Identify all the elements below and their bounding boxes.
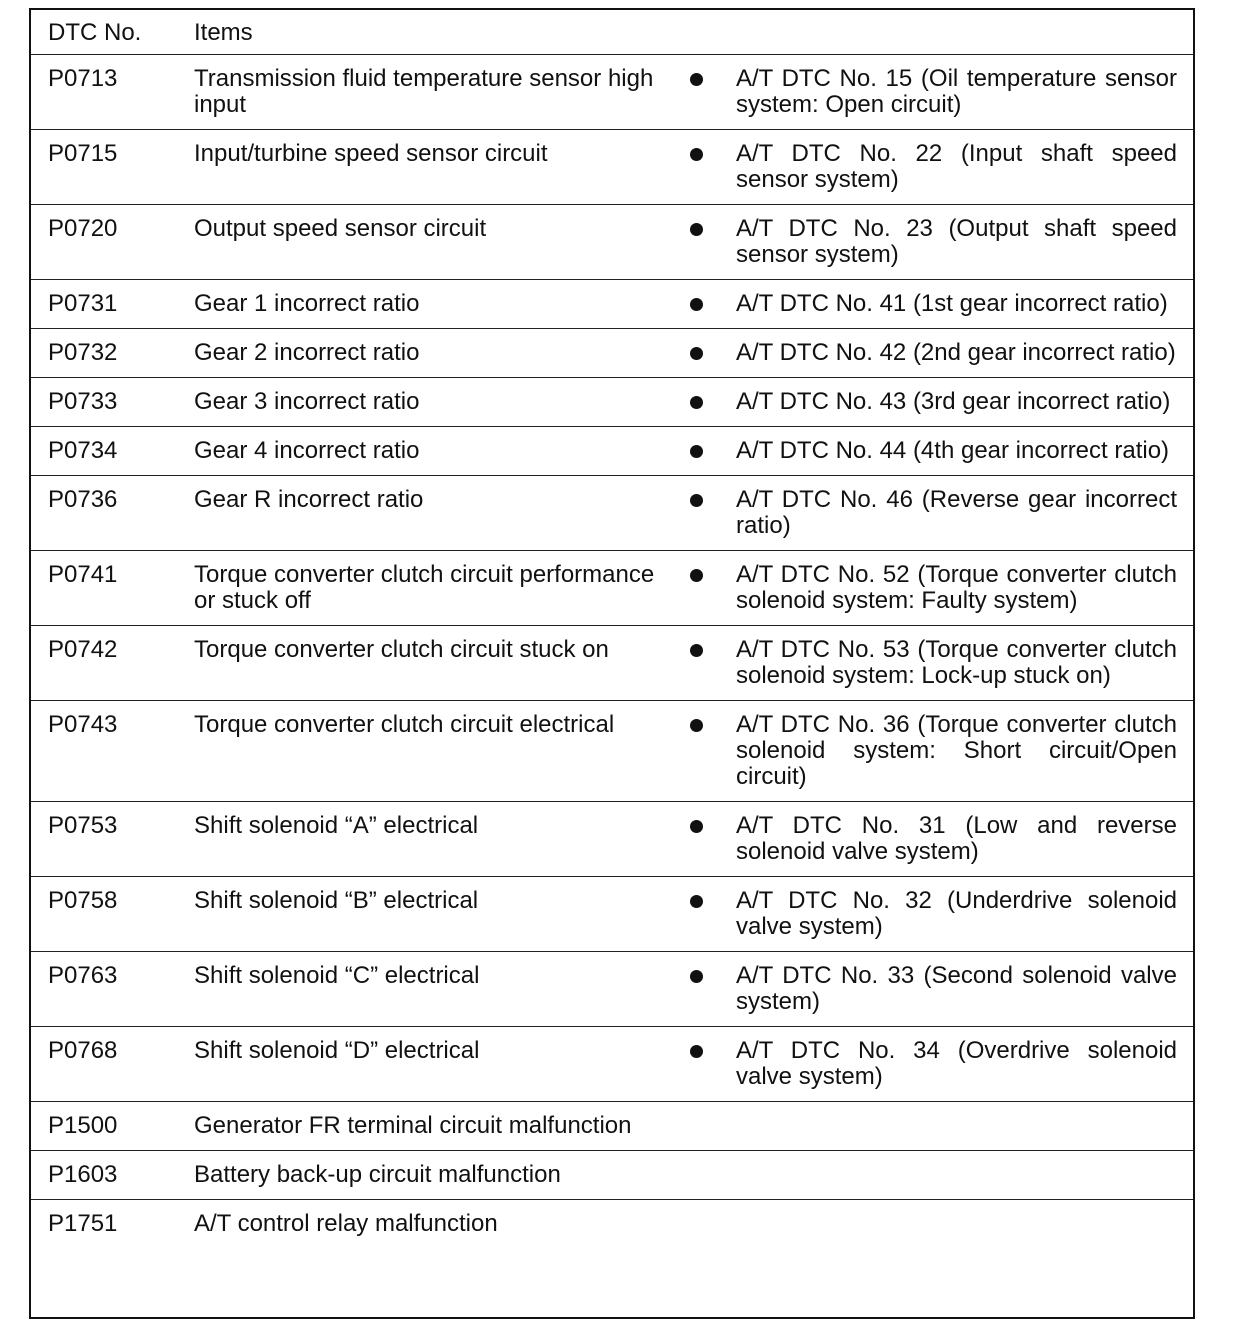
dtc-code: P1500 — [48, 1112, 118, 1139]
header-dtc-no: DTC No. — [48, 19, 142, 46]
bullet-icon — [690, 569, 703, 582]
dtc-item: Gear R incorrect ratio — [194, 486, 424, 513]
table-row — [31, 427, 1193, 476]
dtc-code: P1603 — [48, 1161, 118, 1188]
table-row — [31, 130, 1193, 205]
dtc-code: P0768 — [48, 1037, 118, 1064]
dtc-note: A/T DTC No. 33 (Second solenoid valve system) — [736, 962, 1177, 1015]
dtc-item: Gear 4 incorrect ratio — [194, 437, 420, 464]
table-row — [31, 476, 1193, 551]
bullet — [656, 55, 736, 130]
dtc-item: Input/turbine speed sensor circuit — [194, 140, 548, 167]
bullet-icon — [690, 396, 703, 409]
dtc-code: P0763 — [48, 962, 118, 989]
dtc-code: P0734 — [48, 437, 118, 464]
dtc-code: P0720 — [48, 215, 118, 242]
bullet — [656, 378, 736, 427]
dtc-note: A/T DTC No. 15 (Oil temperature sensor system: Open circuit) — [736, 65, 1177, 118]
dtc-code: P0713 — [48, 65, 118, 92]
table-row — [31, 1027, 1193, 1102]
dtc-note: A/T DTC No. 53 (Torque converter clutch solenoid system: Lock-up stuck on) — [736, 636, 1177, 689]
dtc-note: A/T DTC No. 22 (Input shaft speed sensor system) — [736, 140, 1177, 193]
dtc-item: Output speed sensor circuit — [194, 215, 487, 242]
dtc-item: Gear 1 incorrect ratio — [194, 290, 420, 317]
table-row — [31, 1151, 1193, 1200]
bullet — [656, 551, 736, 626]
dtc-note: A/T DTC No. 43 (3rd gear incorrect ratio) — [736, 388, 1171, 415]
dtc-code: P0758 — [48, 887, 118, 914]
bullet-icon — [690, 73, 703, 86]
dtc-note: A/T DTC No. 34 (Overdrive solenoid valve system) — [736, 1037, 1177, 1090]
dtc-table-frame — [29, 8, 1195, 1319]
dtc-code: P1751 — [48, 1210, 118, 1237]
bullet-icon — [690, 148, 703, 161]
dtc-note: A/T DTC No. 23 (Output shaft speed sensor system) — [736, 215, 1177, 268]
table-row — [31, 877, 1193, 952]
dtc-code: P0753 — [48, 812, 118, 839]
table-header-row — [31, 10, 1193, 55]
dtc-note: A/T DTC No. 32 (Underdrive solenoid valve system) — [736, 887, 1177, 940]
bullet-icon — [690, 970, 703, 983]
dtc-code: P0731 — [48, 290, 118, 317]
table-row — [31, 802, 1193, 877]
dtc-code: P0732 — [48, 339, 118, 366]
dtc-item: Gear 3 incorrect ratio — [194, 388, 420, 415]
dtc-note: A/T DTC No. 46 (Reverse gear incorrect ratio) — [736, 486, 1177, 539]
dtc-item: Shift solenoid “A” electrical — [194, 812, 479, 839]
bullet — [656, 877, 736, 952]
bullet-icon — [690, 494, 703, 507]
dtc-item: Battery back-up circuit malfunction — [194, 1161, 561, 1188]
dtc-note: A/T DTC No. 42 (2nd gear incorrect ratio) — [736, 339, 1176, 366]
dtc-item: Torque converter clutch circuit performance or stuck off — [194, 561, 655, 614]
dtc-note: A/T DTC No. 31 (Low and reverse solenoid valve system) — [736, 812, 1177, 865]
dtc-table — [31, 10, 1193, 1248]
table-row — [31, 280, 1193, 329]
dtc-note: A/T DTC No. 41 (1st gear incorrect ratio) — [736, 290, 1168, 317]
dtc-code: P0733 — [48, 388, 118, 415]
dtc-item: Gear 2 incorrect ratio — [194, 339, 420, 366]
dtc-code: P0743 — [48, 711, 118, 738]
table-row — [31, 952, 1193, 1027]
bullet — [656, 952, 736, 1027]
bullet-icon — [690, 347, 703, 360]
bullet — [656, 130, 736, 205]
table-row — [31, 551, 1193, 626]
bullet — [656, 476, 736, 551]
bullet-icon — [690, 298, 703, 311]
bullet — [656, 427, 736, 476]
bullet-icon — [690, 445, 703, 458]
table-row — [31, 1102, 1193, 1151]
bullet-icon — [690, 719, 703, 732]
bullet-icon — [690, 820, 703, 833]
bullet — [656, 701, 736, 802]
bullet-icon — [690, 644, 703, 657]
dtc-code: P0742 — [48, 636, 118, 663]
bullet-icon — [690, 223, 703, 236]
dtc-note: A/T DTC No. 36 (Torque converter clutch solenoid system: Short circuit/Open circuit) — [736, 711, 1177, 790]
dtc-item: A/T control relay malfunction — [194, 1210, 498, 1237]
header-items: Items — [194, 19, 253, 46]
bullet-icon — [690, 1045, 703, 1058]
dtc-item: Generator FR terminal circuit malfunction — [194, 1112, 632, 1139]
dtc-item: Shift solenoid “D” electrical — [194, 1037, 480, 1064]
dtc-item: Shift solenoid “C” electrical — [194, 962, 480, 989]
bullet — [656, 329, 736, 378]
bullet-icon — [690, 895, 703, 908]
bullet — [656, 802, 736, 877]
dtc-item: Shift solenoid “B” electrical — [194, 887, 479, 914]
bullet — [656, 205, 736, 280]
dtc-table-body — [31, 10, 1193, 1248]
table-row — [31, 626, 1193, 701]
table-row — [31, 378, 1193, 427]
dtc-item: Transmission fluid temperature sensor high input — [194, 65, 654, 118]
dtc-code: P0736 — [48, 486, 118, 513]
dtc-item: Torque converter clutch circuit stuck on — [194, 636, 609, 663]
bullet — [656, 626, 736, 701]
dtc-note: A/T DTC No. 44 (4th gear incorrect ratio) — [736, 437, 1170, 464]
table-row — [31, 701, 1193, 802]
bullet — [656, 280, 736, 329]
table-row — [31, 55, 1193, 130]
table-row — [31, 1200, 1193, 1249]
table-row — [31, 329, 1193, 378]
table-row — [31, 205, 1193, 280]
dtc-code: P0741 — [48, 561, 118, 588]
bullet — [656, 1027, 736, 1102]
dtc-item: Torque converter clutch circuit electrical — [194, 711, 615, 738]
dtc-note: A/T DTC No. 52 (Torque converter clutch solenoid system: Faulty system) — [736, 561, 1177, 614]
dtc-code: P0715 — [48, 140, 118, 167]
